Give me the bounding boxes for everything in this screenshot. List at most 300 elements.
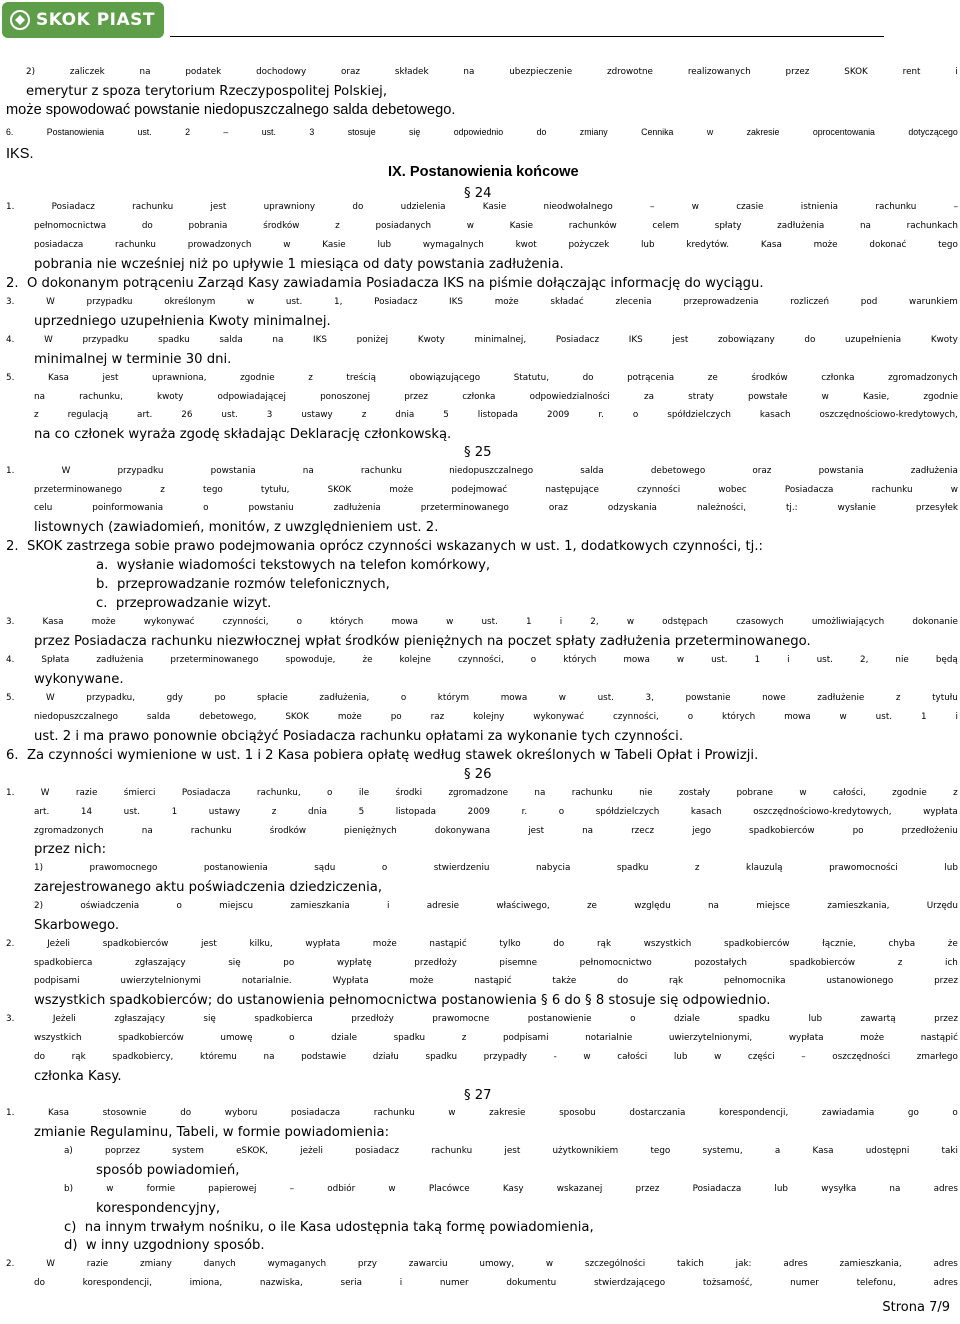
word: oszczędności	[832, 1052, 891, 1062]
word: numer	[790, 1278, 819, 1288]
word: względu	[634, 901, 671, 911]
word: w	[448, 1108, 456, 1118]
word: zadłużenia	[777, 221, 825, 231]
word: pobrania	[188, 221, 228, 231]
word: rachunku	[871, 485, 913, 495]
word: miejsce	[756, 901, 790, 911]
word: 2	[185, 127, 190, 137]
text-line: przez nich:	[34, 842, 107, 857]
word: 1,	[334, 297, 343, 307]
word: całości	[617, 1052, 648, 1062]
word: 1.	[6, 1108, 15, 1118]
word: wobec	[718, 485, 747, 495]
word: przeterminowanego	[420, 503, 509, 513]
text-line: 6. Za czynności wymienione w ust. 1 i 2 Kasa pobiera opłatę według stawek określonych w Tabeli Opłat i Prowizji.	[6, 748, 759, 763]
word: na	[34, 392, 45, 402]
word: ust.	[481, 617, 498, 627]
text-line	[34, 897, 958, 916]
word: 2,	[859, 655, 869, 665]
word: wypłata	[788, 1033, 824, 1043]
word: straty	[688, 392, 714, 402]
word: rachunku	[114, 240, 156, 250]
word: wymaganych	[267, 1259, 327, 1269]
word: odzyskania	[607, 503, 657, 513]
word: zgromadzonych	[888, 373, 958, 383]
word: 1.	[6, 202, 15, 212]
word: oszczędnościowo-kredytowych,	[753, 807, 892, 817]
text-line	[6, 198, 958, 217]
word: stwierdzającego	[593, 1278, 666, 1288]
word: ust.	[875, 712, 893, 722]
word: zobowiązany	[717, 335, 775, 345]
word: śmierci	[123, 788, 156, 798]
word: w	[283, 240, 291, 250]
word: niedopuszczalnego	[449, 466, 534, 476]
word: po	[283, 958, 295, 968]
word: i	[787, 655, 790, 665]
word: treścią	[346, 373, 376, 383]
word: spadku	[425, 1052, 458, 1062]
word: Kasie,	[863, 392, 890, 402]
word: imiona,	[189, 1278, 223, 1288]
text-line	[6, 613, 958, 632]
word: podpisami	[34, 976, 80, 986]
word: obowiązującego	[409, 373, 481, 383]
word: potrącenia	[627, 373, 675, 383]
word: wypłatę	[336, 958, 372, 968]
word: poniżej	[356, 335, 389, 345]
word: zgłaszający	[135, 958, 186, 968]
word: którym	[437, 693, 470, 703]
word: oraz	[548, 503, 568, 513]
word: 3	[309, 127, 315, 137]
word: a)	[64, 1146, 73, 1156]
word: rachunków	[568, 221, 617, 231]
word: na	[302, 466, 314, 476]
word: umowę	[220, 1033, 253, 1043]
text-line: a. wysłanie wiadomości tekstowych na telefon komórkowy,	[96, 558, 491, 573]
word: W	[40, 788, 50, 798]
word: zakresie	[746, 127, 780, 137]
word: posiadacz	[355, 1146, 399, 1156]
word: 2.	[6, 939, 15, 949]
word: składek	[394, 67, 429, 77]
word: Cennika	[641, 127, 674, 137]
word: debetowego	[650, 466, 706, 476]
text-line	[6, 331, 958, 350]
word: b)	[64, 1184, 74, 1194]
word: rachunku	[373, 1108, 415, 1118]
word: rachunku,	[256, 788, 301, 798]
word: spadkobierca	[34, 958, 93, 968]
word: Jeżeli	[47, 939, 71, 949]
text-line	[6, 651, 958, 670]
word: uwierzytelnionymi,	[668, 1033, 753, 1043]
word: wszystkich	[34, 1033, 82, 1043]
word: w	[839, 712, 847, 722]
word: Posiadacz	[374, 297, 418, 307]
word: rachunku	[431, 1146, 473, 1156]
word: z	[271, 807, 277, 817]
word: zadłużenia	[333, 503, 381, 513]
text-line	[6, 1010, 958, 1029]
word: czynności,	[612, 712, 659, 722]
word: umożliwiających	[811, 617, 885, 627]
word: istnienia	[800, 202, 839, 212]
word: 5	[443, 410, 449, 420]
word: zgodnie	[240, 373, 275, 383]
word: rąk	[668, 976, 684, 986]
word: zmarłego	[916, 1052, 958, 1062]
word: kilku,	[249, 939, 273, 949]
word: tytułu,	[260, 485, 290, 495]
word: formie	[146, 1184, 175, 1194]
word: powstania	[818, 466, 864, 476]
word: spadku	[738, 1014, 770, 1024]
word: 1	[525, 617, 532, 627]
word: składać	[550, 297, 584, 307]
word: zawiadamia	[821, 1108, 875, 1118]
word: wypłata	[923, 807, 958, 817]
word: lub	[377, 240, 392, 250]
word: raz	[430, 712, 445, 722]
word: jest	[200, 939, 217, 949]
text-line: d) w inny uzgodniony sposób.	[64, 1238, 265, 1253]
word: oświadczenia	[80, 901, 140, 911]
word: debetowego,	[199, 712, 257, 722]
word: zamieszkania,	[839, 1259, 902, 1269]
word: 1)	[34, 863, 44, 873]
word: ze	[707, 373, 718, 383]
word: uprawniona,	[151, 373, 207, 383]
word: Kasie	[509, 221, 534, 231]
word: działu	[372, 1052, 399, 1062]
word: do	[34, 1278, 45, 1288]
word: zakresie	[489, 1108, 526, 1118]
word: na	[463, 67, 475, 77]
word: realizowanych	[687, 67, 751, 77]
word: kwoty	[157, 392, 184, 402]
word: systemu,	[702, 1146, 743, 1156]
word: 2)	[34, 901, 44, 911]
word: 5.	[6, 373, 15, 383]
word: pełnomocnictwo	[579, 958, 652, 968]
word: chyba	[888, 939, 916, 949]
word: przez	[635, 1184, 660, 1194]
word: powstanie	[685, 693, 731, 703]
word: IKS	[313, 335, 327, 345]
word: z	[160, 485, 165, 495]
word: i	[955, 67, 958, 77]
word: posiadanych	[375, 221, 432, 231]
word: i	[955, 712, 958, 722]
word: odpowiedzialności	[529, 392, 610, 402]
word: przesyłek	[915, 503, 958, 513]
text-line	[6, 293, 958, 312]
word: 3.	[6, 617, 15, 627]
word: w	[676, 655, 685, 665]
word: ich	[945, 958, 958, 968]
word: całości,	[833, 788, 866, 798]
text-line	[6, 1104, 958, 1123]
word: na	[889, 1184, 901, 1194]
word: spółdzielczych	[667, 410, 731, 420]
word: poinformowania	[92, 503, 164, 513]
word: udostępni	[865, 1146, 910, 1156]
word: z	[335, 221, 340, 231]
word: 2.	[6, 1259, 15, 1269]
word: Placówce	[428, 1184, 470, 1194]
word: spadku	[158, 335, 190, 345]
text-line: sposób powiadomień,	[96, 1163, 240, 1178]
word: zgromadzone	[448, 788, 508, 798]
word: następujące	[545, 485, 599, 495]
word: o	[176, 901, 182, 911]
word: 4.	[6, 335, 15, 345]
word: się	[409, 127, 421, 137]
word: spółdzielczych	[595, 807, 660, 817]
word: tj.:	[785, 503, 798, 513]
text-line: członka Kasy.	[34, 1069, 122, 1084]
text-line	[6, 369, 958, 388]
word: przypadku,	[86, 693, 136, 703]
word: postanowienia	[203, 863, 268, 873]
text-line	[34, 1029, 958, 1048]
word: wykonywać	[143, 617, 195, 627]
word: Posiadacza	[784, 485, 834, 495]
text-line: § 24	[464, 186, 492, 201]
word: zgromadzonych	[34, 826, 104, 836]
word: się	[203, 1014, 216, 1024]
word: –	[801, 1052, 806, 1062]
word: minimalnej,	[474, 335, 527, 345]
word: 2,	[590, 617, 599, 627]
skok-logo-mark-icon	[10, 10, 30, 30]
word: rachunku,	[79, 392, 123, 402]
word: odpowiadającej	[217, 392, 286, 402]
word: tego	[650, 1146, 671, 1156]
text-line	[6, 123, 958, 142]
word: do	[180, 1108, 192, 1118]
text-line: uprzedniego uzupełnienia Kwoty minimalnej.	[34, 314, 331, 329]
word: ustanowionego	[826, 976, 894, 986]
word: na	[534, 788, 546, 798]
word: gdy	[166, 693, 183, 703]
word: z	[953, 788, 958, 798]
word: W	[46, 297, 55, 307]
word: o	[687, 712, 694, 722]
word: Jeżeli	[52, 1014, 76, 1024]
word: tytułu	[932, 693, 958, 703]
text-line: § 25	[464, 445, 492, 460]
word: zgłaszający	[114, 1014, 165, 1024]
word: dnia	[395, 410, 415, 420]
word: pisemne	[499, 958, 538, 968]
word: w	[799, 788, 807, 798]
word: Kasa	[48, 1108, 69, 1118]
word: listopada	[477, 410, 519, 420]
word: notarialnie.	[241, 976, 292, 986]
word: zgodnie	[892, 788, 927, 798]
word: zawarciu	[408, 1259, 448, 1269]
word: 5.	[6, 693, 15, 703]
word: zostały	[678, 788, 711, 798]
word: których	[563, 655, 597, 665]
word: spadkobiercy,	[112, 1052, 174, 1062]
text-line: IX. Postanowienia końcowe	[388, 164, 579, 180]
word: części	[747, 1052, 775, 1062]
word: listopada	[395, 807, 437, 817]
word: może	[91, 617, 116, 627]
word: 2009	[547, 410, 570, 420]
word: do	[536, 127, 547, 137]
text-line: § 27	[464, 1088, 492, 1103]
word: właściwego,	[496, 901, 550, 911]
word: kolejny	[473, 712, 505, 722]
word: w	[545, 1259, 554, 1269]
word: szczególności	[584, 1259, 646, 1269]
word: oraz	[341, 67, 361, 77]
word: adres	[933, 1259, 958, 1269]
word: ust.	[137, 127, 152, 137]
word: Kasy	[502, 1184, 524, 1194]
word: przypadku	[86, 297, 133, 307]
word: stosownie	[102, 1108, 147, 1118]
word: sądu	[314, 863, 336, 873]
word: IKS	[449, 297, 463, 307]
word: sposobu	[559, 1108, 596, 1118]
word: umowy,	[479, 1259, 515, 1269]
word: odstępach	[662, 617, 708, 627]
word: środków	[269, 826, 307, 836]
header-rule	[170, 36, 884, 37]
word: wskazanej	[556, 1184, 603, 1194]
text-line: zmianie Regulaminu, Tabeli, w formie powiadomienia:	[34, 1125, 390, 1140]
skok-piast-logo	[2, 2, 164, 38]
word: dnia	[307, 807, 327, 817]
word: Urzędu	[926, 901, 958, 911]
word: na	[707, 901, 719, 911]
word: do	[352, 202, 364, 212]
text-line	[34, 499, 958, 518]
text-line: § 26	[464, 767, 492, 782]
word: Kwoty	[417, 335, 445, 345]
text-line: na co członek wyraża zgodę składając Deklarację członkowską.	[34, 427, 452, 442]
word: 1.	[6, 788, 15, 798]
word: łącznie,	[822, 939, 856, 949]
word: zamieszkania	[290, 901, 350, 911]
word: pobrane	[736, 788, 774, 798]
word: a	[774, 1146, 781, 1156]
word: celem	[652, 221, 680, 231]
word: może	[389, 485, 414, 495]
word: czynności,	[222, 617, 269, 627]
word: czynności,	[457, 655, 504, 665]
word: ust.	[285, 297, 303, 307]
word: dotyczącego	[908, 127, 958, 137]
word: których	[330, 617, 364, 627]
word: rachunku	[571, 788, 613, 798]
text-line: zarejestrowanego aktu poświadczenia dziedziczenia,	[34, 880, 383, 895]
word: i	[399, 1278, 403, 1288]
word: podpisami	[502, 1033, 549, 1043]
word: o	[203, 503, 209, 513]
word: pod	[860, 297, 878, 307]
word: w	[246, 297, 255, 307]
word: 3.	[6, 1014, 15, 1024]
word: 2)	[26, 67, 36, 77]
word: spadku	[616, 863, 649, 873]
text-line	[34, 803, 958, 822]
word: tożsamość,	[702, 1278, 753, 1288]
text-line	[34, 1274, 958, 1293]
word: i	[387, 901, 390, 911]
word: w	[626, 617, 635, 627]
word: Kasie	[482, 202, 507, 212]
word: dziale	[331, 1033, 357, 1043]
word: W	[61, 466, 71, 476]
text-line	[34, 388, 958, 407]
word: w	[106, 1184, 114, 1194]
word: wysyłka	[821, 1184, 857, 1194]
word: uzupełnienia	[845, 335, 902, 345]
word: o	[296, 617, 303, 627]
word: tylko	[499, 939, 521, 949]
word: lub	[944, 863, 958, 873]
word: ponoszonej	[320, 392, 371, 402]
word: członka	[821, 373, 855, 383]
word: w	[388, 1184, 396, 1194]
word: może	[813, 240, 838, 250]
word: przez	[404, 392, 429, 402]
word: zamieszkania,	[827, 901, 890, 911]
text-line	[6, 1255, 958, 1274]
word: o	[558, 807, 565, 817]
word: Posiadacza	[692, 1184, 742, 1194]
word: powstaniu	[248, 503, 294, 513]
text-line: c. przeprowadzanie wizyt.	[96, 596, 272, 611]
word: SKOK	[844, 67, 868, 77]
text-line: c) na innym trwałym nośniku, o ile Kasa udostępnia taką formę powiadomienia,	[64, 1220, 594, 1235]
word: spadkobierców	[118, 1033, 184, 1043]
word: czasie	[736, 202, 764, 212]
word: posiadacza	[290, 1108, 341, 1118]
word: w	[446, 617, 454, 627]
word: podstawie	[301, 1052, 347, 1062]
word: przypadły	[483, 1052, 527, 1062]
word: lub	[808, 1014, 823, 1024]
word: stosuje	[347, 127, 376, 137]
word: prowadzonych	[187, 240, 252, 250]
text-line	[6, 935, 958, 954]
word: ze	[586, 901, 597, 911]
word: seria	[340, 1278, 362, 1288]
word: zadłużenia,	[319, 693, 370, 703]
word: IKS	[628, 335, 643, 345]
text-line	[34, 481, 958, 500]
word: przedłoży	[351, 1014, 394, 1024]
word: Kasa	[47, 373, 69, 383]
word: środków	[751, 373, 788, 383]
word: nastąpić	[474, 976, 512, 986]
word: wyboru	[224, 1108, 258, 1118]
word: salda	[219, 335, 243, 345]
word: nowe	[762, 693, 786, 703]
word: przypadku	[82, 335, 129, 345]
word: nabycia	[535, 863, 571, 873]
word: rachunkach	[906, 221, 958, 231]
word: zaliczek	[69, 67, 105, 77]
